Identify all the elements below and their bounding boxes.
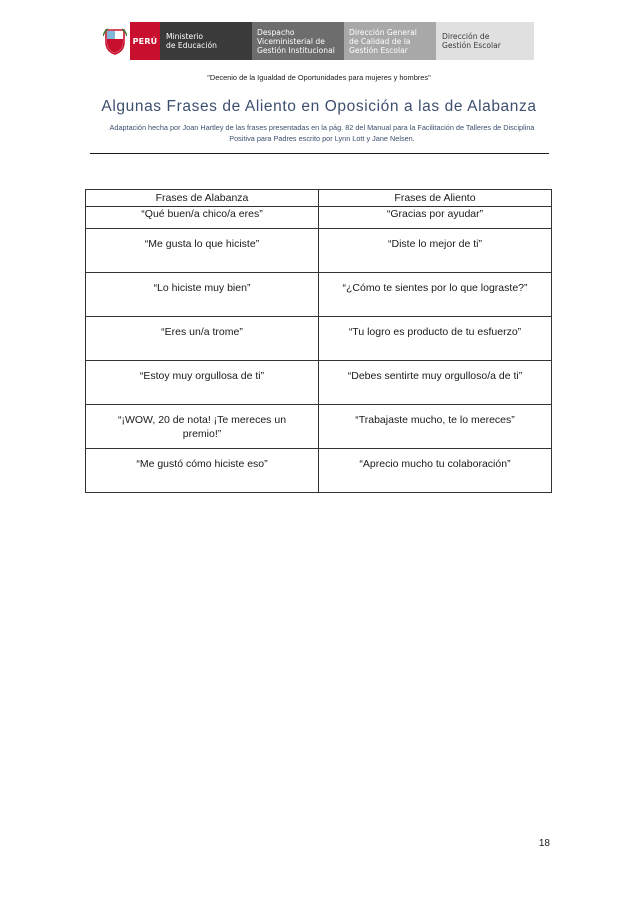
cell-aliento: “¿Cómo te sientes por lo que lograste?” [319,273,552,317]
cell-alabanza: “¡WOW, 20 de nota! ¡Te mereces un premio!” [86,405,319,449]
direccion-general-label: Dirección General de Calidad de la Gestión Escolar [344,22,436,60]
cell-alabanza: “Qué buen/a chico/a eres” [86,207,319,229]
institutional-logo-band [100,22,534,60]
table-row [86,229,552,273]
direccion-gestion-label: Dirección de Gestión Escolar [436,22,534,60]
table-row [86,361,552,405]
column-header-alabanza: Frases de Alabanza [86,190,319,207]
table-row [86,449,552,493]
table-row [86,405,552,449]
title-divider [90,153,549,154]
peru-label: PERÚ [130,22,160,60]
table-header-row [86,190,552,207]
table-row [86,207,552,229]
phrases-table [85,189,552,493]
peru-coat-of-arms-icon [100,22,130,60]
despacho-label: Despacho Viceministerial de Gestión Institucional [252,22,344,60]
page-subtitle: Adaptación hecha por Joan Hartley de las frases presentadas en la pág. 82 del Manual para la Facilitación de Talleres de Disciplina Positiva para Padres escrito por Lynn Lott y Jane Nelsen. [109,123,535,143]
cell-aliento: “Aprecio mucho tu colaboración” [319,449,552,493]
cell-aliento: “Tu logro es producto de tu esfuerzo” [319,317,552,361]
cell-aliento: “Debes sentirte muy orgulloso/a de ti” [319,361,552,405]
cell-alabanza: “Me gustó cómo hiciste eso” [86,449,319,493]
cell-aliento: “Gracias por ayudar” [319,207,552,229]
table-row [86,273,552,317]
page-title: Algunas Frases de Aliento en Oposición a las de Alabanza [101,98,537,115]
column-header-aliento: Frases de Aliento [319,190,552,207]
ministerio-label: Ministerio de Educación [160,22,252,60]
cell-alabanza: “Eres un/a trome” [86,317,319,361]
cell-aliento: “Diste lo mejor de ti” [319,229,552,273]
cell-alabanza: “Estoy muy orgullosa de ti” [86,361,319,405]
decenio-motto: "Decenio de la Igualdad de Oportunidades para mujeres y hombres" [207,73,431,82]
table-row [86,317,552,361]
cell-alabanza: “Me gusta lo que hiciste” [86,229,319,273]
cell-alabanza: “Lo hiciste muy bien” [86,273,319,317]
page-number: 18 [538,838,550,849]
cell-aliento: “Trabajaste mucho, te lo mereces” [319,405,552,449]
